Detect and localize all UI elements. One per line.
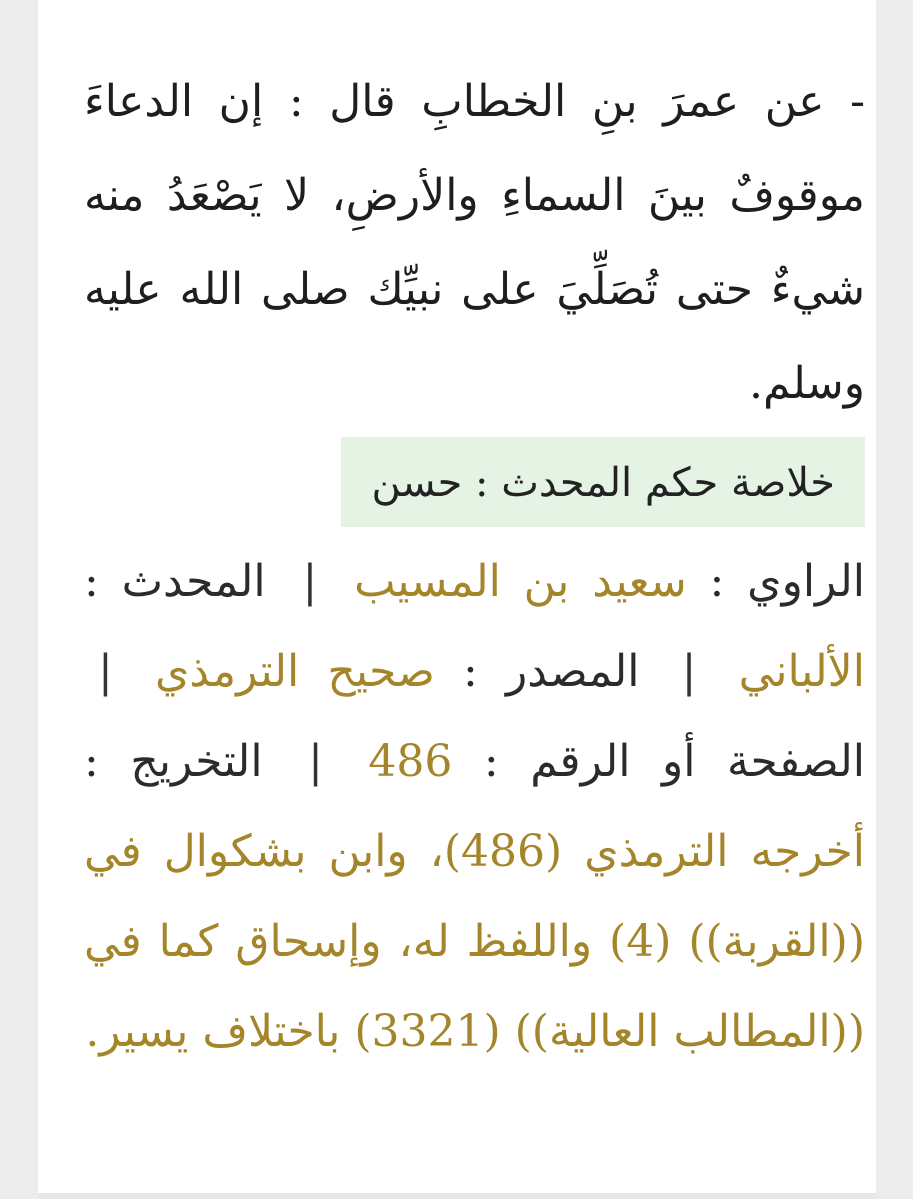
bottom-divider <box>38 1193 876 1199</box>
scholar-label: المحدث : <box>84 556 266 607</box>
separator: | <box>681 646 697 697</box>
takhrij-text: أخرجه الترمذي (486)، وابن بشكوال في ((القربة)) (4) واللفظ له، وإسحاق كما في ((المطالب العالية)) (3321) باختلاف يسير. <box>84 826 865 1057</box>
source-link[interactable]: صحيح الترمذي <box>154 646 435 697</box>
page-sheet <box>38 0 876 1199</box>
hadith-metadata <box>84 537 865 1077</box>
ruling-box <box>341 437 865 527</box>
separator: | <box>98 646 113 697</box>
hadith-text[interactable]: - عن عمرَ بنِ الخطابِ قال : إن الدعاءَ موقوفٌ بينَ السماءِ والأرضِ، لا يَصْعَدُ منه شيءٌ حتى تُصَلِّيَ على نبيِّك صلى الله عليه وسلم. <box>84 76 865 409</box>
hadith-card <box>84 55 865 1077</box>
separator: | <box>308 736 323 787</box>
page-number-label: الصفحة أو الرقم : <box>483 736 865 787</box>
narrator-label: الراوي : <box>709 556 865 607</box>
narrator-link[interactable]: سعيد بن المسيب <box>354 556 687 607</box>
scholar-link[interactable]: الألباني <box>738 646 865 697</box>
takhrij-label: التخريج : <box>84 736 263 787</box>
source-label: المصدر : <box>462 646 640 697</box>
ruling-text: خلاصة حكم المحدث : حسن <box>371 460 835 506</box>
page-number-value: 486 <box>368 736 453 787</box>
separator: | <box>302 556 318 607</box>
